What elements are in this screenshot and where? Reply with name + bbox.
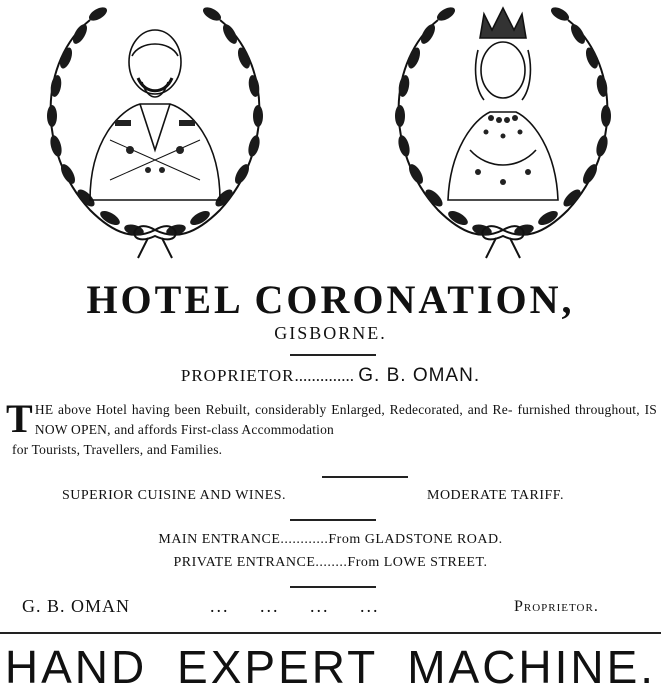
proprietor-leader: .............. <box>294 366 354 385</box>
queen-portrait-icon <box>378 0 628 262</box>
cuisine-notice: SUPERIOR CUISINE AND WINES. <box>62 488 287 503</box>
description-line-3: for Tourists, Travellers, and Families. <box>12 442 223 457</box>
divider <box>290 586 376 588</box>
footer-proprietor-name: G. B. OMAN <box>22 596 131 616</box>
main-entrance: MAIN ENTRANCE............From GLADSTONE ROAD. <box>158 532 503 547</box>
footer-role: Proprietor. <box>514 598 599 615</box>
description-line-1: HE above Hotel having been Rebuilt, considerably Enlarged, Redecorated, and Re- <box>34 402 513 417</box>
town-name: GISBORNE. <box>274 323 387 343</box>
proprietor-line <box>0 365 661 387</box>
divider <box>322 476 408 478</box>
private-entrance: PRIVATE ENTRANCE........From LOWE STREET. <box>173 555 488 570</box>
ad-separator <box>0 632 661 634</box>
next-ad-headline: HAND EXPERT MACHINE. <box>4 641 657 693</box>
proprietor-name: G. B. OMAN. <box>358 365 481 386</box>
tariff-notice: MODERATE TARIFF. <box>427 488 564 503</box>
footer-dots: ... ... ... ... <box>210 596 380 616</box>
description-paragraph <box>6 396 657 460</box>
description-line-2: furnished throughout, IS NOW OPEN, and affords First-class Accommodation <box>34 402 657 437</box>
divider <box>290 519 376 521</box>
hotel-title: HOTEL CORONATION, <box>86 277 575 322</box>
proprietor-label: PROPRIETOR <box>180 366 295 385</box>
divider <box>290 354 376 356</box>
drop-cap: T <box>6 396 33 441</box>
king-portrait-icon <box>30 0 280 262</box>
